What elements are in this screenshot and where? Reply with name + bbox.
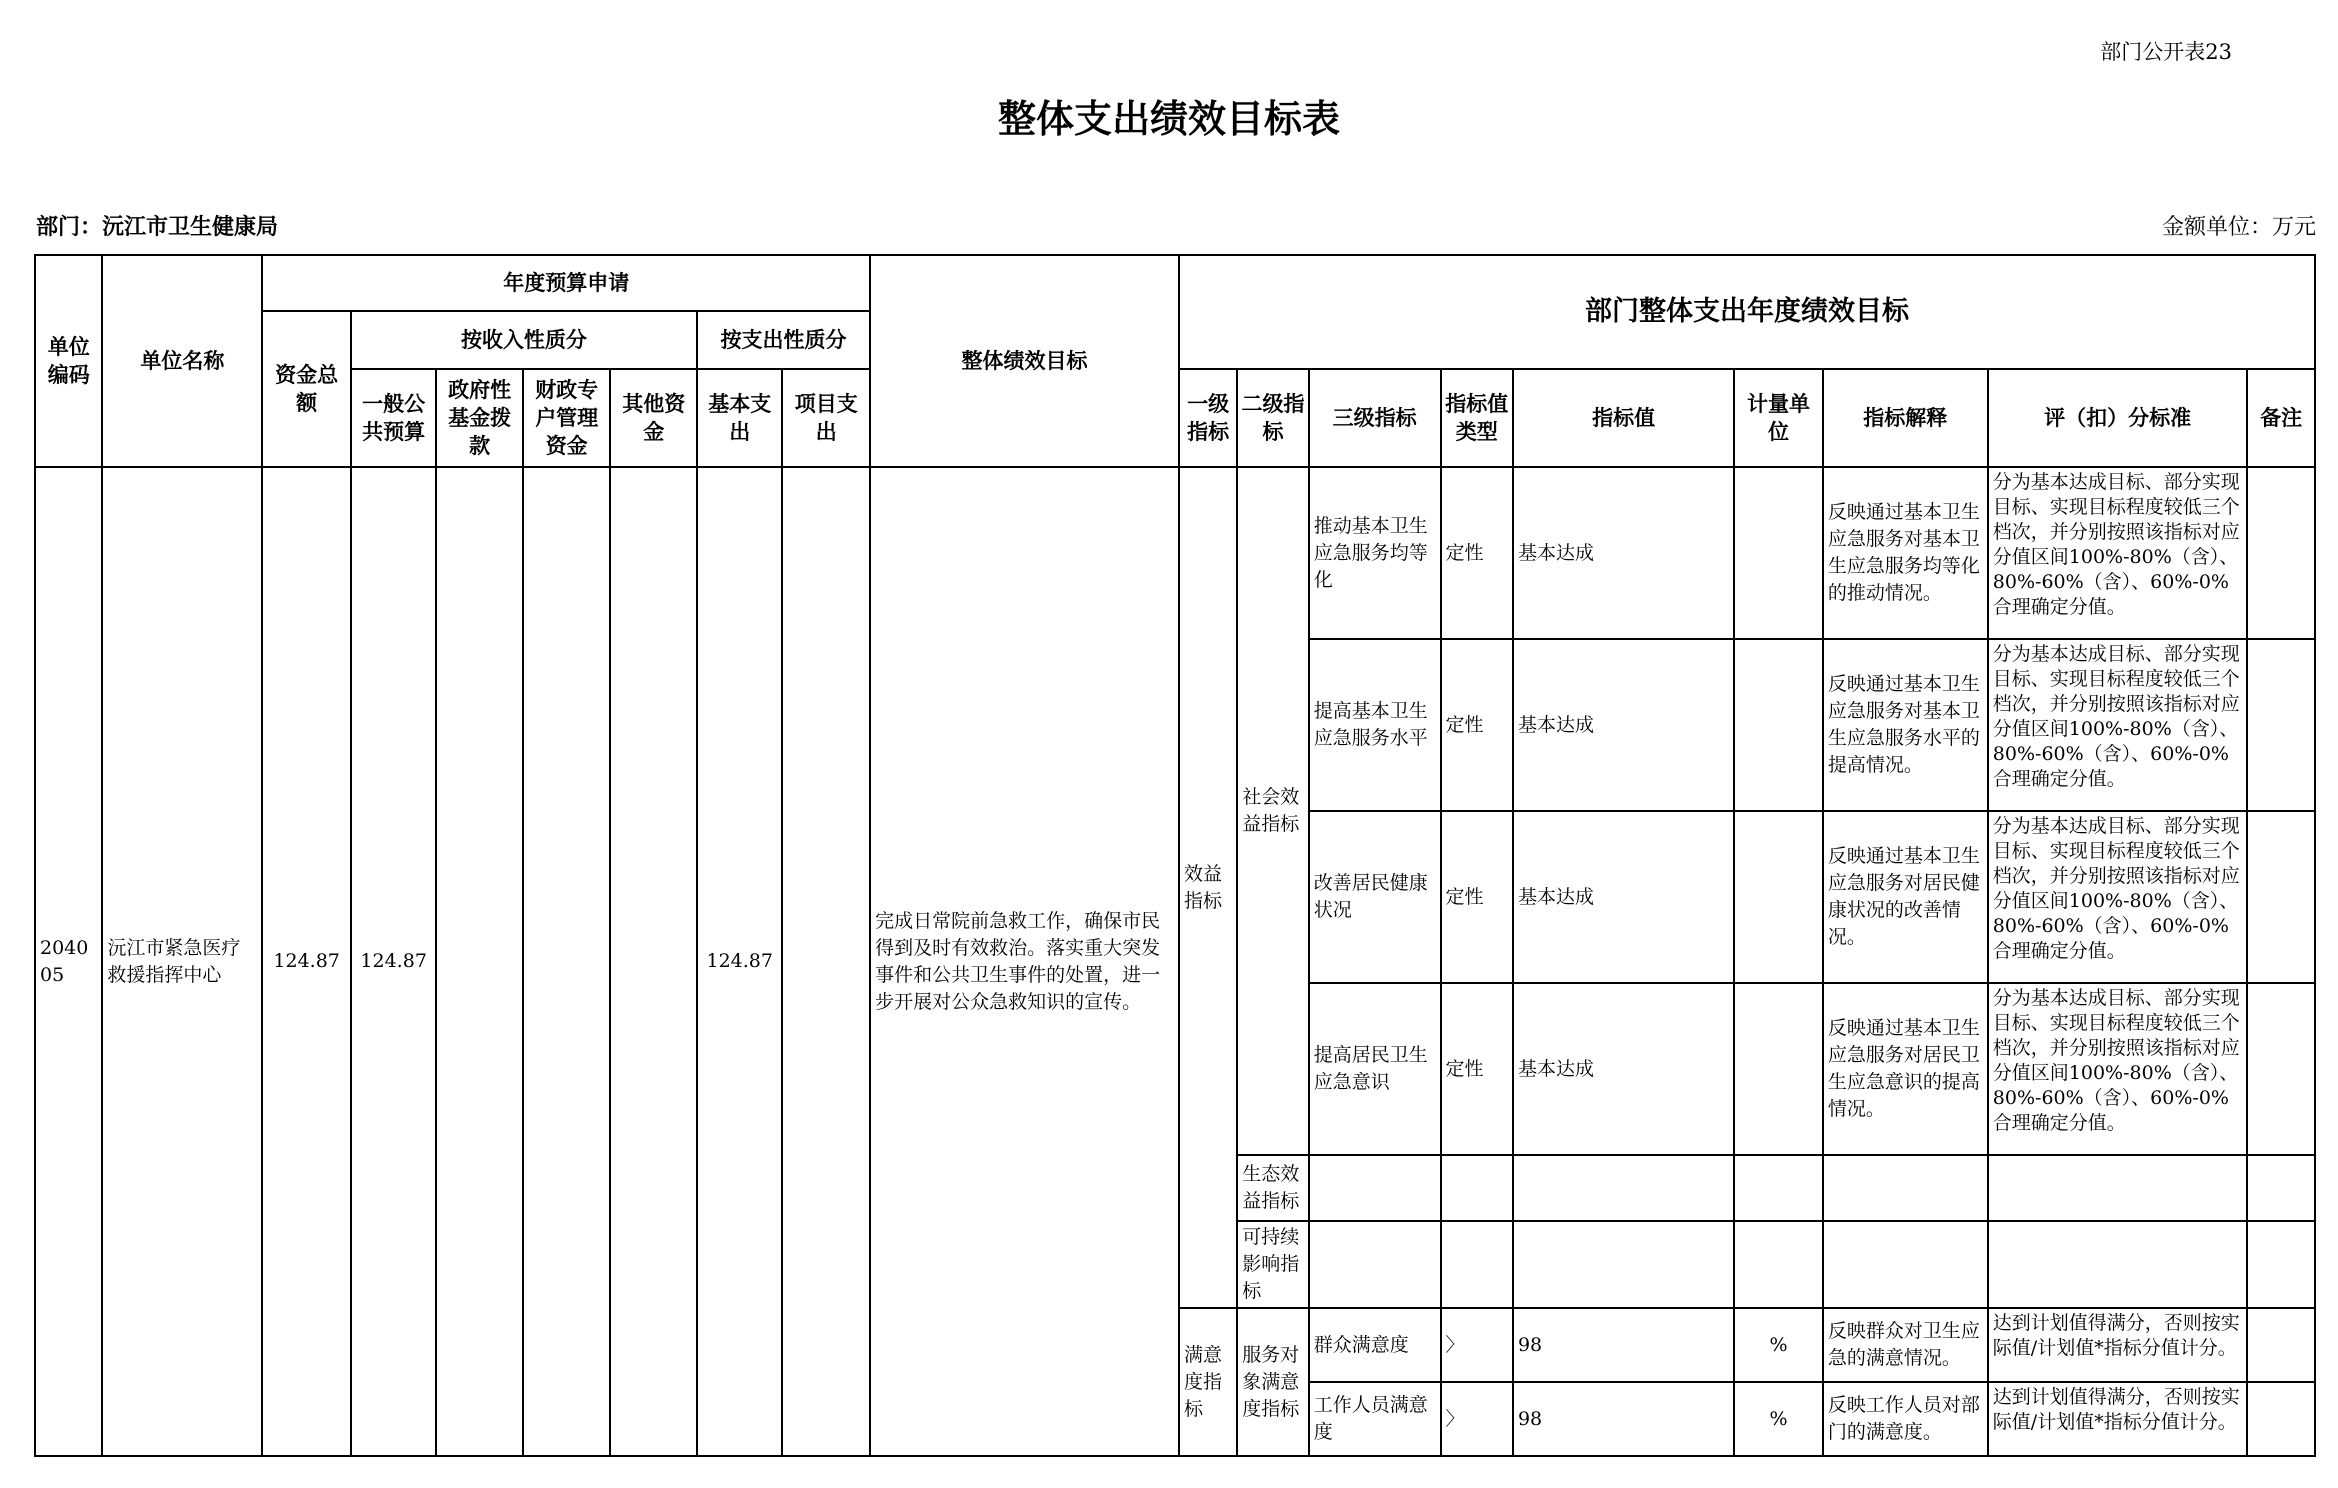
indicator-explanation: 反映群众对卫生应急的满意情况。: [1823, 1308, 1988, 1382]
scoring-text: 分为基本达成目标、部分实现目标、实现目标程度较低三个档次，并分别按照该指标对应分值区间100%-80%（含）、80%-60%（含）、60%-0%合理确定分值。: [1992, 815, 2240, 962]
indicator-explanation: 反映通过基本卫生应急服务对居民健康状况的改善情况。: [1823, 811, 1988, 983]
header-project-expense: 项目支出: [782, 369, 870, 467]
header-unit-name: 单位名称: [102, 255, 262, 467]
empty-cell: [1441, 1221, 1513, 1308]
indicator-value: 98: [1513, 1308, 1734, 1382]
indicator-explanation: 反映通过基本卫生应急服务对基本卫生应急服务水平的提高情况。: [1823, 639, 1988, 811]
level2-social: 社会效益指标: [1237, 467, 1308, 1155]
indicator-unit: %: [1734, 1308, 1823, 1382]
basic-expense-cell: 124.87: [697, 467, 783, 1456]
indicator-remarks: [2247, 639, 2315, 811]
indicator-name: 群众满意度: [1309, 1308, 1441, 1382]
overall-goal-cell: 完成日常院前急救工作，确保市民得到及时有效救治。落实重大突发事件和公共卫生事件的处置，进一步开展对公众急救知识的宣传。: [870, 467, 1179, 1456]
indicator-name: 提高基本卫生应急服务水平: [1309, 639, 1441, 811]
empty-cell: [1513, 1221, 1734, 1308]
empty-cell: [1309, 1155, 1441, 1221]
scoring-text: 分为基本达成目标、部分实现目标、实现目标程度较低三个档次，并分别按照该指标对应分值区间100%-80%（含）、80%-60%（含）、60%-0%合理确定分值。: [1992, 987, 2240, 1134]
empty-cell: [2247, 1155, 2315, 1221]
header-gov-fund: 政府性基金拨款: [436, 369, 523, 467]
indicator-name: 提高居民卫生应急意识: [1309, 983, 1441, 1155]
indicator-name: 推动基本卫生应急服务均等化: [1309, 467, 1441, 639]
indicator-scoring: [1988, 983, 2248, 1155]
indicator-remarks: [2247, 467, 2315, 639]
empty-cell: [1441, 1155, 1513, 1221]
empty-cell: [1309, 1221, 1441, 1308]
total-funds-cell: 124.87: [262, 467, 351, 1456]
header-scoring: 评（扣）分标准: [1988, 369, 2248, 467]
indicator-type: 定性: [1441, 983, 1513, 1155]
scoring-text: 分为基本达成目标、部分实现目标、实现目标程度较低三个档次，并分别按照该指标对应分值区间100%-80%（含）、80%-60%（含）、60%-0%合理确定分值。: [1992, 643, 2240, 790]
indicator-scoring: [1988, 467, 2248, 639]
indicator-value: 98: [1513, 1382, 1734, 1456]
header-measure-unit: 计量单位: [1734, 369, 1823, 467]
empty-cell: [1988, 1155, 2248, 1221]
indicator-unit: %: [1734, 1382, 1823, 1456]
indicator-value: 基本达成: [1513, 467, 1734, 639]
indicator-scoring: [1988, 1382, 2248, 1456]
unit-name-cell: 沅江市紧急医疗救援指挥中心: [102, 467, 262, 1456]
indicator-remarks: [2247, 1308, 2315, 1382]
header-annual-targets: 部门整体支出年度绩效目标: [1179, 255, 2315, 369]
header-indicator-value: 指标值: [1513, 369, 1734, 467]
header-other-funds: 其他资金: [610, 369, 697, 467]
header-level2: 二级指标: [1237, 369, 1308, 467]
indicator-type: 定性: [1441, 467, 1513, 639]
indicator-name: 改善居民健康状况: [1309, 811, 1441, 983]
page-title: 整体支出绩效目标表: [997, 97, 1340, 141]
indicator-scoring: [1988, 1308, 2248, 1382]
header-total-funds: 资金总额: [262, 311, 351, 467]
indicator-explanation: 反映工作人员对部门的满意度。: [1823, 1382, 1988, 1456]
indicator-type: 〉: [1441, 1382, 1513, 1456]
indicator-unit: [1734, 467, 1823, 639]
indicator-value: 基本达成: [1513, 983, 1734, 1155]
fiscal-special-cell: [523, 467, 611, 1456]
header-unit-code: 单位编码: [35, 255, 102, 467]
header-by-expense: 按支出性质分: [697, 311, 870, 369]
empty-cell: [1734, 1155, 1823, 1221]
indicator-unit: [1734, 811, 1823, 983]
header-remarks: 备注: [2247, 369, 2315, 467]
header-explanation: 指标解释: [1823, 369, 1988, 467]
table-row: [35, 467, 2315, 639]
empty-cell: [1513, 1155, 1734, 1221]
performance-target-table: [34, 254, 2316, 1457]
header-overall-goal: 整体绩效目标: [870, 255, 1179, 467]
header-general-budget: 一般公共预算: [351, 369, 437, 467]
indicator-scoring: [1988, 811, 2248, 983]
empty-cell: [1734, 1221, 1823, 1308]
indicator-type: 定性: [1441, 811, 1513, 983]
general-budget-cell: 124.87: [351, 467, 437, 1456]
level1-satisfaction: 满意度指标: [1179, 1308, 1237, 1456]
indicator-value: 基本达成: [1513, 811, 1734, 983]
level2-service-satisfaction: 服务对象满意度指标: [1237, 1308, 1308, 1456]
level2-sustainable: 可持续影响指标: [1237, 1221, 1308, 1308]
indicator-remarks: [2247, 1382, 2315, 1456]
indicator-name: 工作人员满意度: [1309, 1382, 1441, 1456]
header-level1: 一级指标: [1179, 369, 1237, 467]
indicator-scoring: [1988, 639, 2248, 811]
department-label: 部门：沅江市卫生健康局: [36, 214, 279, 240]
header-basic-expense: 基本支出: [697, 369, 783, 467]
indicator-type: 定性: [1441, 639, 1513, 811]
scoring-text: 分为基本达成目标、部分实现目标、实现目标程度较低三个档次，并分别按照该指标对应分值区间100%-80%（含）、80%-60%（含）、60%-0%合理确定分值。: [1992, 471, 2240, 618]
indicator-value: 基本达成: [1513, 639, 1734, 811]
header-by-income: 按收入性质分: [351, 311, 697, 369]
level2-ecological: 生态效益指标: [1237, 1155, 1308, 1221]
header-fiscal-special: 财政专户管理资金: [523, 369, 611, 467]
empty-cell: [1823, 1155, 1988, 1221]
other-funds-cell: [610, 467, 697, 1456]
level1-benefit: 效益指标: [1179, 467, 1237, 1308]
indicator-explanation: 反映通过基本卫生应急服务对基本卫生应急服务均等化的推动情况。: [1823, 467, 1988, 639]
indicator-remarks: [2247, 983, 2315, 1155]
amount-unit-label: 金额单位：万元: [2161, 215, 2316, 240]
indicator-unit: [1734, 639, 1823, 811]
scoring-text: 达到计划值得满分，否则按实际值/计划值*指标分值计分。: [1992, 1386, 2240, 1433]
indicator-remarks: [2247, 811, 2315, 983]
indicator-explanation: 反映通过基本卫生应急服务对居民卫生应急意识的提高情况。: [1823, 983, 1988, 1155]
header-level3: 三级指标: [1309, 369, 1441, 467]
table-number-label: 部门公开表23: [2100, 40, 2232, 64]
indicator-type: 〉: [1441, 1308, 1513, 1382]
indicator-unit: [1734, 983, 1823, 1155]
header-value-type: 指标值类型: [1441, 369, 1513, 467]
empty-cell: [2247, 1221, 2315, 1308]
empty-cell: [1988, 1221, 2248, 1308]
unit-code-cell: 204005: [35, 467, 102, 1456]
empty-cell: [1823, 1221, 1988, 1308]
header-annual-budget: 年度预算申请: [262, 255, 870, 311]
scoring-text: 达到计划值得满分，否则按实际值/计划值*指标分值计分。: [1992, 1312, 2240, 1359]
gov-fund-cell: [436, 467, 523, 1456]
project-expense-cell: [782, 467, 870, 1456]
